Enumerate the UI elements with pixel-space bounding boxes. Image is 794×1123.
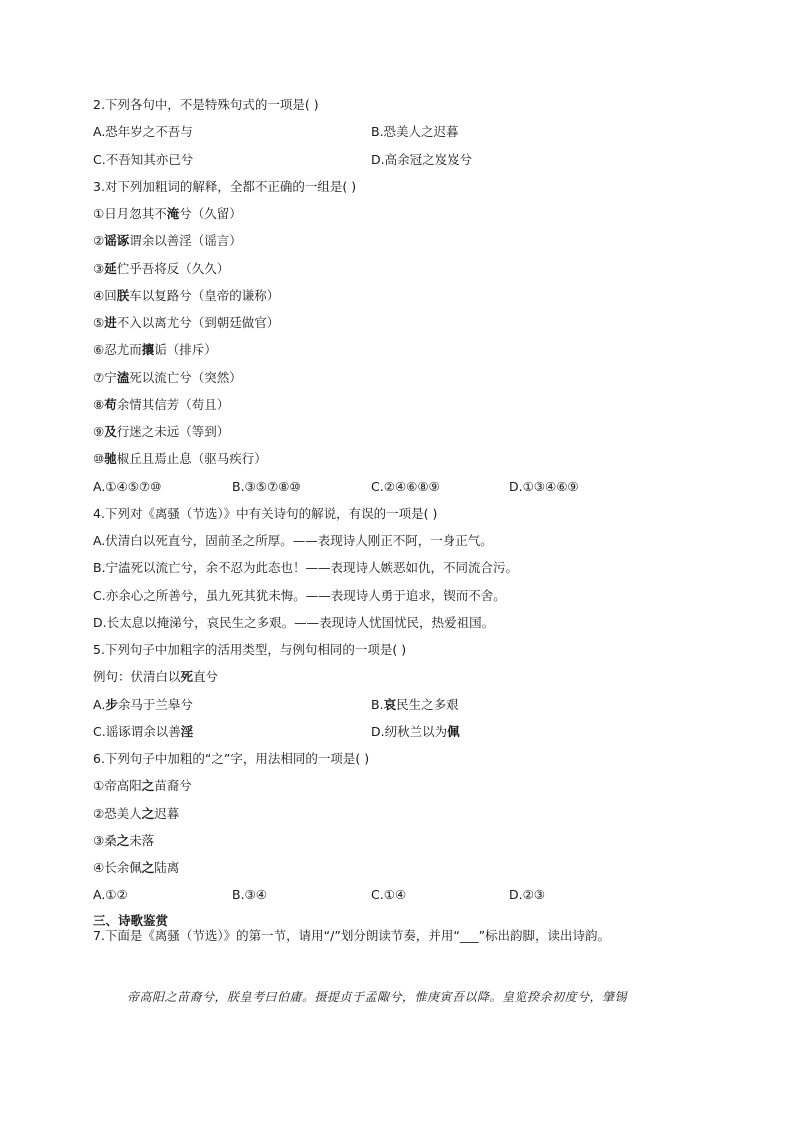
q5-stem: 5.下列句子中加粗字的活用类型，与例句相同的一项是( ) bbox=[93, 642, 407, 657]
q3-item-7: ⑦宁溘死以流亡兮（突然） bbox=[93, 370, 242, 385]
q5-option-d: D.纫秋兰以为佩 bbox=[371, 724, 460, 739]
poem-text: 帝高阳之苗裔兮，朕皇考曰伯庸。摄提贞于孟陬兮，惟庚寅吾以降。皇览揆余初度兮，肇锡 bbox=[127, 990, 628, 1004]
bold-word: 步 bbox=[105, 697, 118, 712]
q6-item-1: ①帝高阳之苗裔兮 bbox=[93, 778, 192, 793]
bold-word: 溘 bbox=[116, 370, 130, 385]
q3-item-2: ②谣诼谓余以善淫（谣言） bbox=[93, 233, 242, 248]
q4-option-d: D.长太息以掩涕兮，哀民生之多艰。——表现诗人忧国忧民，热爱祖国。 bbox=[93, 615, 495, 630]
bold-word: 苟 bbox=[104, 397, 117, 412]
q4-option-b: B.宁溘死以流亡兮，余不忍为此态也！——表现诗人嫉恶如仇，不同流合污。 bbox=[93, 560, 519, 575]
q2-option-d: D.高余冠之岌岌兮 bbox=[371, 152, 473, 167]
bold-word: 延 bbox=[104, 261, 117, 276]
bold-word: 谣诼 bbox=[104, 233, 130, 248]
q3-item-4: ④回朕车以复路兮（皇帝的谦称） bbox=[93, 288, 280, 303]
q6-stem: 6.下列句子中加粗的“之”字，用法相同的一项是( ) bbox=[93, 751, 370, 766]
q2-option-b: B.恐美人之迟暮 bbox=[371, 124, 459, 139]
q6-item-3: ③桑之未落 bbox=[93, 833, 155, 848]
q7-stem: 7.下面是《离骚（节选）》的第一节，请用“/”划分朗读节奏，并用“___”标出韵脚，读出诗韵。 bbox=[93, 928, 611, 943]
q3-item-9: ⑨及行迷之未远（等到） bbox=[93, 424, 230, 439]
q5-option-b: B.哀民生之多艰 bbox=[371, 697, 459, 712]
q3-option-b: B.③⑤⑦⑧⑩ bbox=[232, 479, 301, 494]
bold-word: 驰 bbox=[104, 451, 117, 466]
bold-word: 及 bbox=[104, 424, 117, 439]
q3-option-a: A.①④⑤⑦⑩ bbox=[93, 479, 162, 494]
q5-example: 例句：伏清白以死直兮 bbox=[93, 669, 219, 684]
q3-option-c: C.②④⑥⑧⑨ bbox=[371, 479, 440, 494]
bold-word: 死 bbox=[180, 669, 194, 684]
q3-item-8: ⑧苟余情其信芳（苟且） bbox=[93, 397, 230, 412]
q6-option-a: A.①② bbox=[93, 887, 128, 902]
q5-option-a: A.步余马于兰皋兮 bbox=[93, 697, 193, 712]
q2-option-c: C.不吾知其亦已兮 bbox=[93, 152, 194, 167]
q4-option-c: C.亦余心之所善兮，虽九死其犹未悔。——表现诗人勇于追求，锲而不舍。 bbox=[93, 588, 506, 603]
q6-option-b: B.③④ bbox=[232, 887, 267, 902]
bold-word: 朕 bbox=[116, 288, 130, 303]
q6-option-d: D.②③ bbox=[509, 887, 546, 902]
q3-item-10: ⑩驰椒丘且焉止息（驱马疾行） bbox=[93, 451, 267, 466]
q3-item-3: ③延伫乎吾将反（久久） bbox=[93, 261, 230, 276]
q3-item-5: ⑤进不入以离尤兮（到朝廷做官） bbox=[93, 315, 280, 330]
q3-item-1: ①日月忽其不淹兮（久留） bbox=[93, 206, 242, 221]
section-title: 三、诗歌鉴赏 bbox=[93, 913, 169, 928]
q2-option-a: A.恐年岁之不吾与 bbox=[93, 124, 193, 139]
bold-word: 哀 bbox=[383, 697, 397, 712]
q2-stem: 2.下列各句中，不是特殊句式的一项是( ) bbox=[93, 97, 319, 112]
bold-word: 之 bbox=[116, 833, 130, 848]
bold-word: 攘 bbox=[141, 342, 155, 357]
q4-option-a: A.伏清白以死直兮，固前圣之所厚。——表现诗人刚正不阿，一身正气。 bbox=[93, 533, 493, 548]
bold-word: 佩 bbox=[447, 724, 460, 739]
bold-word: 淫 bbox=[180, 724, 194, 739]
q6-item-2: ②恐美人之迟暮 bbox=[93, 806, 180, 821]
q3-option-d: D.①③④⑥⑨ bbox=[509, 479, 579, 494]
bold-word: 之 bbox=[141, 806, 155, 821]
bold-word: 之 bbox=[141, 778, 155, 793]
bold-word: 之 bbox=[141, 860, 155, 875]
q6-option-c: C.①④ bbox=[371, 887, 407, 902]
q4-stem: 4.下列对《离骚（节选）》中有关诗句的解说，有误的一项是( ) bbox=[93, 506, 438, 521]
q6-item-4: ④长余佩之陆离 bbox=[93, 860, 180, 875]
q3-item-6: ⑥忍尤而攘诟（排斥） bbox=[93, 342, 217, 357]
bold-word: 进 bbox=[104, 315, 117, 330]
q3-stem: 3.对下列加粗词的解释，全都不正确的一组是( ) bbox=[93, 179, 357, 194]
q5-option-c: C.谣诼谓余以善淫 bbox=[93, 724, 194, 739]
bold-word: 淹 bbox=[166, 206, 180, 221]
